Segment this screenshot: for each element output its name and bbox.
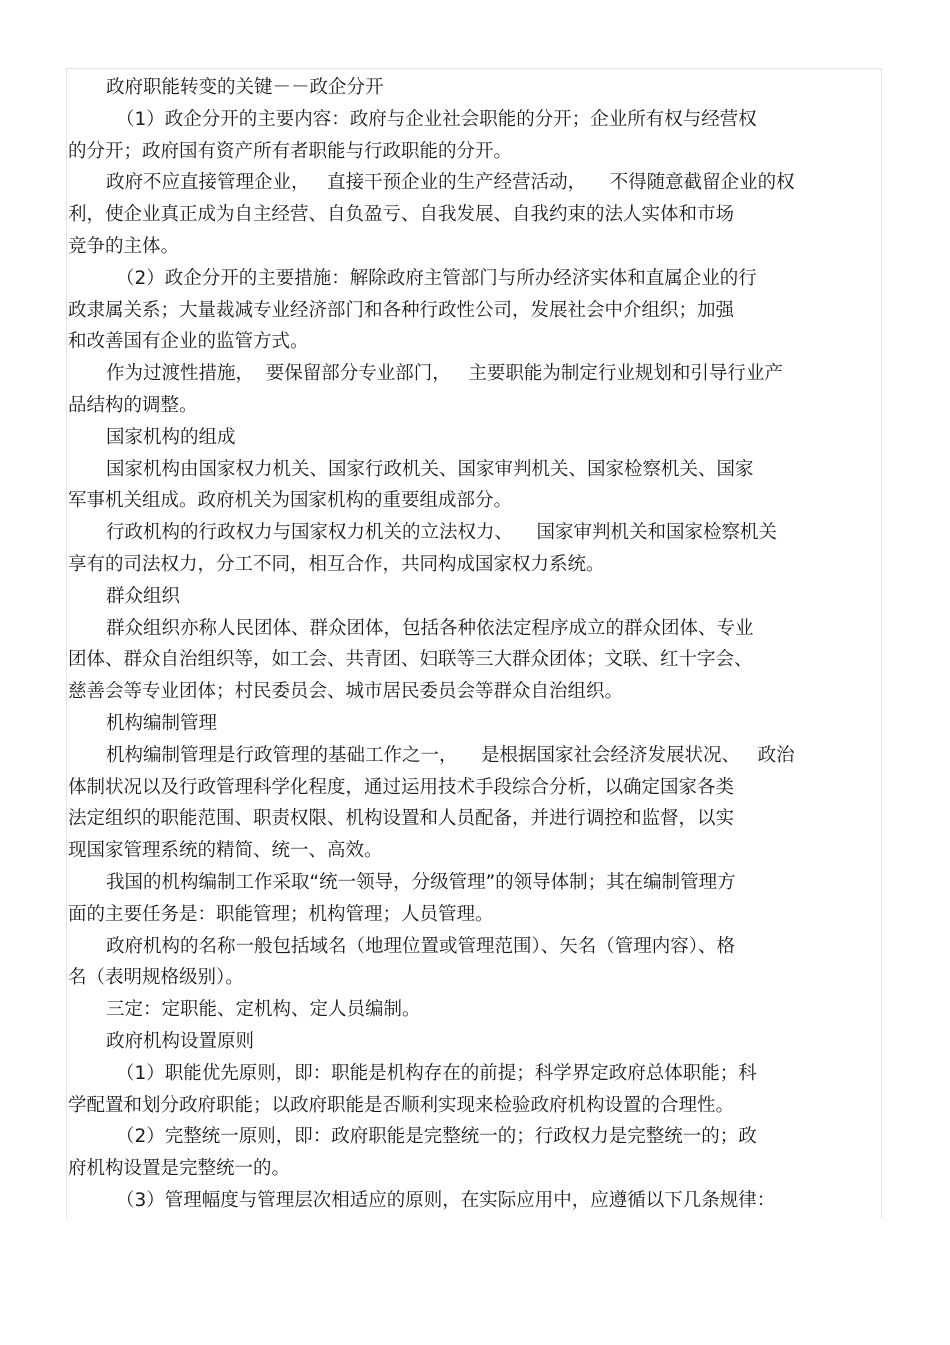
text-line: 群众组织亦称人民团体、群众团体，包括各种依法定程序成立的群众团体、专业 xyxy=(106,617,754,639)
text-line: 三定：定职能、定机构、定人员编制。 xyxy=(106,999,421,1021)
text-line: 竞争的主体。 xyxy=(68,235,180,257)
text-line: 利，使企业真正成为自主经营、自负盈亏、自我发展、自我约束的法人实体和市场 xyxy=(68,204,735,226)
text-line: 的分开；政府国有资产所有者职能与行政职能的分开。 xyxy=(68,140,513,162)
text-line: 学配置和划分政府职能；以政府职能是否顺利实现来检验政府机构设置的合理性。 xyxy=(68,1094,735,1116)
text-line: 作为过渡性措施， 要保留部分专业部门， 主要职能为制定行业规划和引导行业产 xyxy=(106,363,783,385)
text-line: 名（表明规格级别）。 xyxy=(68,967,244,989)
text-line: 品结构的调整。 xyxy=(68,394,198,416)
text-line: 我国的机构编制工作采取“统一领导，分级管理”的领导体制；其在编制管理方 xyxy=(106,871,736,893)
text-line: 军事机关组成。政府机关为国家机构的重要组成部分。 xyxy=(68,490,513,512)
text-line: 群众组织 xyxy=(106,585,181,607)
text-line: 政府机构设置原则 xyxy=(106,1030,255,1052)
text-line: 行政机构的行政权力与国家权力机关的立法权力、 国家审判机关和国家检察机关 xyxy=(106,522,778,544)
text-line: 国家机构由国家权力机关、国家行政机关、国家审判机关、国家检察机关、国家 xyxy=(106,458,754,480)
text-line: 面的主要任务是：职能管理；机构管理；人员管理。 xyxy=(68,903,494,925)
text-line: 团体、群众自治组织等，如工会、共青团、妇联等三大群众团体；文联、红十字会、 xyxy=(68,649,753,671)
text-line: 机构编制管理 xyxy=(106,712,218,734)
text-line: （3）管理幅度与管理层次相适应的原则，在实际应用中，应遵循以下几条规律： xyxy=(116,1189,776,1211)
text-line: 政府机构的名称一般包括域名（地理位置或管理范围）、矢名（管理内容）、格 xyxy=(106,935,736,957)
text-line: （2）完整统一原则，即：政府职能是完整统一的；行政权力是完整统一的；政 xyxy=(116,1126,757,1148)
text-line: （2）政企分开的主要措施：解除政府主管部门与所办经济实体和直属企业的行 xyxy=(116,267,757,289)
text-line: 府机构设置是完整统一的。 xyxy=(68,1158,291,1180)
text-line: 和改善国有企业的监管方式。 xyxy=(68,331,309,353)
text-line: 国家机构的组成 xyxy=(106,426,236,448)
text-line: 享有的司法权力，分工不同，相互合作，共同构成国家权力系统。 xyxy=(68,553,605,575)
text-line: 机构编制管理是行政管理的基础工作之一， 是根据国家社会经济发展状况、 政治 xyxy=(106,744,795,766)
text-line: 法定组织的职能范围、职责权限、机构设置和人员配备，并进行调控和监督，以实 xyxy=(68,808,735,830)
text-line: （1）职能优先原则，即：职能是机构存在的前提；科学界定政府总体职能；科 xyxy=(116,1062,757,1084)
text-line: 体制状况以及行政管理科学化程度，通过运用技术手段综合分析，以确定国家各类 xyxy=(68,776,735,798)
text-line: 现国家管理系统的精简、统一、高效。 xyxy=(68,840,383,862)
text-line: 政府职能转变的关键－－政企分开 xyxy=(106,77,384,98)
text-line: （1）政企分开的主要内容：政府与企业社会职能的分开；企业所有权与经营权 xyxy=(116,108,757,130)
text-line: 政隶属关系；大量裁减专业经济部门和各种行政性公司，发展社会中介组织；加强 xyxy=(68,299,735,321)
document-body xyxy=(68,72,880,1217)
text-line: 政府不应直接管理企业， 直接干预企业的生产经营活动， 不得随意截留企业的权 xyxy=(106,172,795,194)
text-line: 慈善会等专业团体；村民委员会、城市居民委员会等群众自治组织。 xyxy=(68,681,624,703)
